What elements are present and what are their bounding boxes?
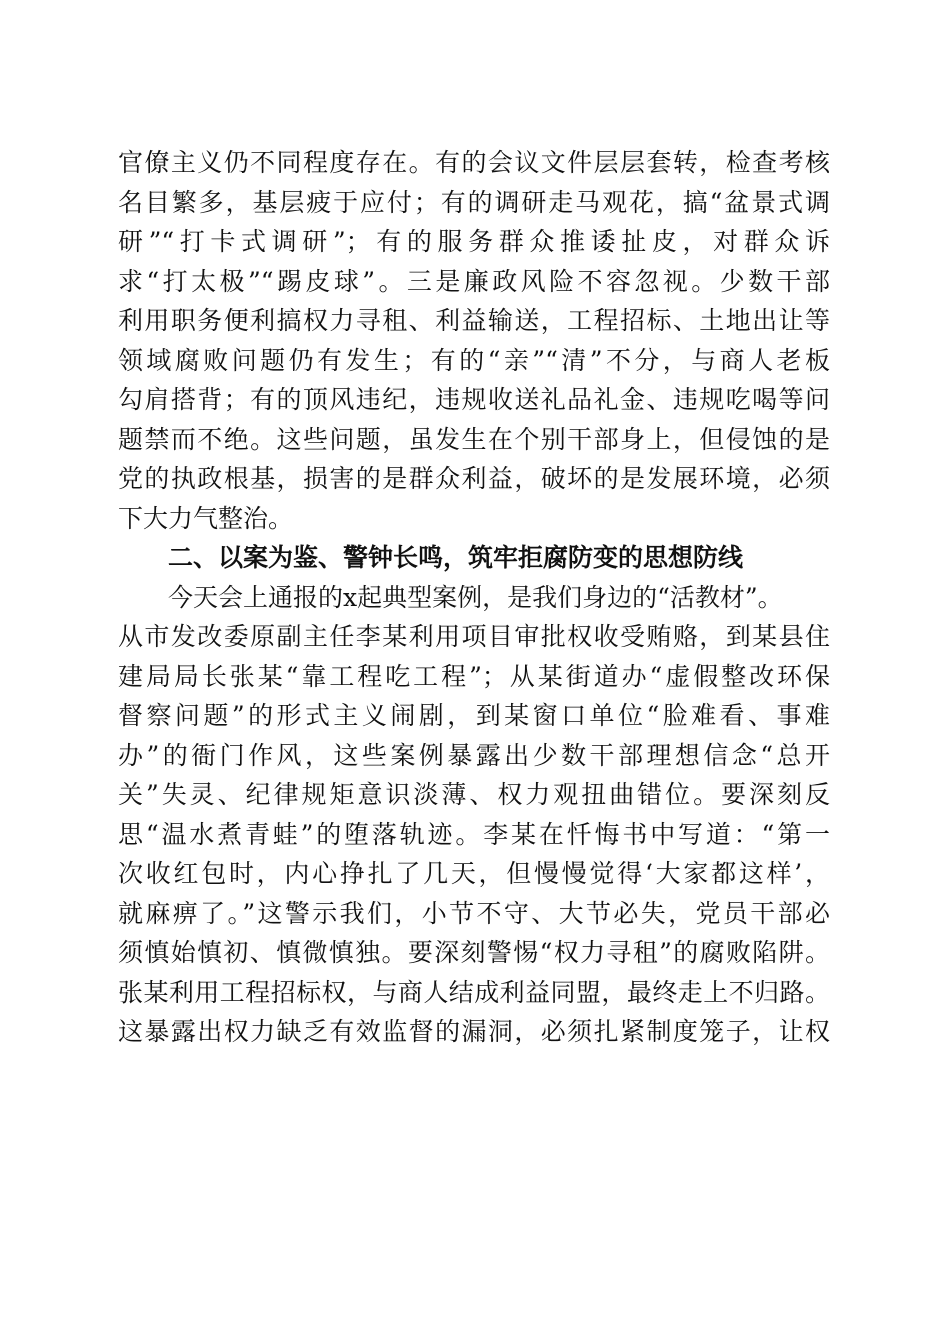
text-line: 思“温水煮青蛙”的堕落轨迹。李某在忏悔书中写道：“第一 <box>118 819 830 849</box>
text-line: 下大力气整治。 <box>118 503 294 533</box>
document-body <box>118 143 830 1052</box>
text-line: 求“打太极”“踢皮球”。三是廉政风险不容忽视。少数干部 <box>118 266 830 296</box>
text-line: 今天会上通报的x起典型案例，是我们身边的“活教材”。 <box>168 582 783 612</box>
paragraph-cases <box>118 578 830 1052</box>
paragraph-continuation <box>118 143 830 538</box>
text-line: 党的执政根基，损害的是群众利益，破坏的是发展环境，必须 <box>118 464 830 493</box>
text-line: 建局局长张某“靠工程吃工程”；从某街道办“虚假整改环保 <box>118 661 830 691</box>
text-line: 从市发改委原副主任李某利用项目审批权收受贿赂，到某县住 <box>118 622 830 651</box>
text-line: 研”“打卡式调研”；有的服务群众推诿扯皮，对群众诉 <box>118 227 830 256</box>
text-line: 勾肩搭背；有的顶风违纪，违规收送礼品礼金、违规吃喝等问 <box>118 385 830 414</box>
text-line: 办”的衙门作风，这些案例暴露出少数干部理想信念“总开 <box>118 740 830 770</box>
text-line: 题禁而不绝。这些问题，虽发生在个别干部身上，但侵蚀的是 <box>118 424 830 454</box>
text-line: 督察问题”的形式主义闹剧，到某窗口单位“脸难看、事难 <box>118 701 830 730</box>
text-line: 就麻痹了。”这警示我们，小节不守、大节必失，党员干部必 <box>118 898 830 928</box>
text-line: 领域腐败问题仍有发生；有的“亲”“清”不分，与商人老板 <box>118 345 830 375</box>
text-line: 须慎始慎初、慎微慎独。要深刻警惕“权力寻租”的腐败陷阱。 <box>118 938 830 967</box>
text-line: 张某利用工程招标权，与商人结成利益同盟，最终走上不归路。 <box>118 977 830 1007</box>
text-line: 这暴露出权力缺乏有效监督的漏洞，必须扎紧制度笼子，让权 <box>118 1017 830 1046</box>
text-line: 次收红包时，内心挣扎了几天，但慢慢觉得‘大家都这样’， <box>118 859 830 888</box>
text-line: 利用职务便利搞权力寻租、利益输送，工程招标、土地出让等 <box>118 306 830 335</box>
section-heading: 二、以案为鉴、警钟长鸣，筑牢拒腐防变的思想防线 <box>168 543 744 572</box>
text-line: 官僚主义仍不同程度存在。有的会议文件层层套转，检查考核 <box>118 148 830 177</box>
text-line: 名目繁多，基层疲于应付；有的调研走马观花，搞“盆景式调 <box>118 187 830 217</box>
text-line: 关”失灵、纪律规矩意识淡薄、权力观扭曲错位。要深刻反 <box>118 780 830 809</box>
